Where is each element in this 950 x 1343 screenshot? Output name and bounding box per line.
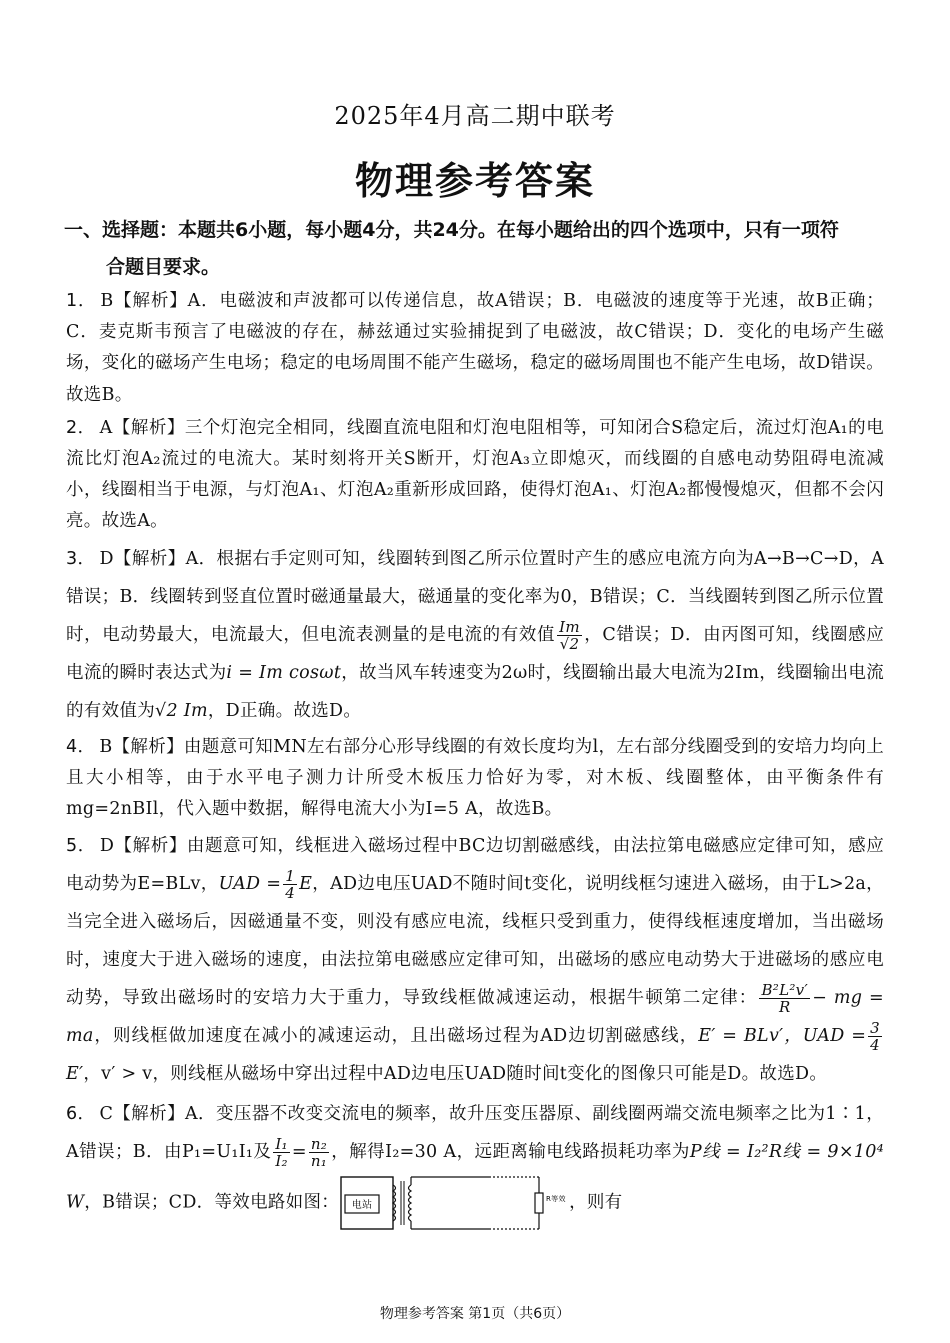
section-heading — [64, 212, 884, 286]
circuit-source-label: 电站 — [351, 1200, 373, 1212]
fraction-n2-n1: $\frac{\text{n₂}}{\text{n₁}}$ — [310, 1135, 328, 1171]
answer-text: B【解析】A．电磁波和声波都可以传递信息，故A错误；B．电磁波的速度等于光速，故B正确；C．麦克斯韦预言了电磁波的存在，赫兹通过实验捕捉到了电磁波，故C错误；D．变化的电场产生磁场，变化的磁场产生电场；稳定的电场周围不能产生磁场，稳定的磁场周围也不能产生电场，故D错误。故选B。 — [66, 291, 885, 405]
answer-item-6: 6． C【解析】A．变压器不改变交流电的频率，故升压变压器原、副线圈两端交流电频率之比为1∶1，A错误；B．由P₁=U₁I₁及 $\frac{\text{I₁}}{\text{I₂}}$ = $\frac{\text{n₂}}{\text{n₁}}$ ，解得I₂=30 A，远距离输电线路损耗功率为P线 = I₂²R线 = 9×10⁴ W，B错误；CD．等效电路如图： 电站 R等效 ，则有 — [66, 1095, 884, 1235]
answer-item-5 — [66, 827, 884, 1093]
answer-text: ，C错误；D．由丙图可知，线圈感应电流的瞬时表达式为 — [66, 624, 884, 683]
answer-number: 1． — [66, 291, 97, 311]
answer-list — [66, 286, 884, 1237]
answer-text: ，则有 — [569, 1192, 623, 1213]
answer-number: 3． — [66, 548, 96, 569]
formula: P线 = I₂²R线 = 9×10⁴ W — [66, 1142, 884, 1213]
fraction-i1-i2: $\frac{\text{I₁}}{\text{I₂}}$ — [275, 1135, 288, 1171]
fraction-ampere-force: $\frac{\text{B²L²v′}}{R}$ — [761, 981, 809, 1017]
answer-text: ，B错误；CD．等效电路如图： — [84, 1192, 340, 1213]
formula: E′ = BLv′ — [698, 1026, 784, 1047]
answer-item-3 — [66, 540, 884, 730]
formula: − mg = ma — [66, 988, 884, 1047]
formula: E — [299, 874, 313, 895]
answer-text: C【解析】A．变压器不改变交流电的频率，故升压变压器原、副线圈两端交流电频率之比为1∶1，A错误；B．由P₁=U₁I₁及 — [66, 1104, 884, 1163]
answer-text: ，故当风车转速变为2ω时，线圈输出最大电流为2Im，线圈输出电流的有效值为 — [66, 662, 884, 721]
answer-text: B【解析】由题意可知MN左右部分心形导线圈的有效长度均为l，左右部分线圈受到的安培力均向上且大小相等，由于水平电子测力计所受木板压力恰好为零，对木板、线圈整体，由平衡条件有mg=2nBIl，代入题中数据，解得电流大小为I=5 A，故选B。 — [66, 736, 884, 820]
answer-number: 4． — [66, 736, 96, 757]
section-heading-line2: 合题目要求。 — [106, 256, 221, 278]
answer-text: ，则线框做加速度在减小的减速运动，且出磁场过程为AD边切割磁感线， — [93, 1026, 699, 1047]
formula: ，UAD = — [783, 1026, 867, 1047]
answer-text: A【解析】三个灯泡完全相同，线圈直流电阻和灯泡电阻相等，可知闭合S稳定后，流过灯泡A₁的电流比灯泡A₂流过的电流大。某时刻将开关S断开，灯泡A₃立即熄灭，而线圈的自感电动势阻碍电流减小，线圈相当于电源，与灯泡A₁、灯泡A₂重新形成回路，使得灯泡A₁、灯泡A₂都慢慢熄灭，但都不会闪亮。故选A。 — [66, 417, 884, 532]
formula: i = Im cosωt — [226, 662, 342, 683]
circuit-load-label: R等效 — [546, 1195, 566, 1204]
answer-item-2 — [66, 413, 884, 538]
answer-item-4 — [66, 732, 884, 826]
formula: E′ — [66, 1064, 84, 1085]
fraction-one-quarter: $\frac{1}{4}$ — [285, 867, 296, 903]
formula: √2 Im — [155, 700, 208, 721]
answer-number: 5． — [66, 836, 96, 857]
answer-number: 6． — [66, 1104, 96, 1125]
answer-number: 2． — [66, 417, 96, 438]
formula: UAD = — [218, 874, 282, 895]
page-title: 物理参考答案 — [354, 159, 595, 203]
answer-text: ，AD边电压UAD不随时间t变化，说明线框匀速进入磁场，由于L>2a，当完全进入磁场后，因磁通量不变，则没有感应电流，线框只受到重力，使得线框速度增加，当出磁场时，速度大于进入磁场的速度，由法拉第电磁感应定律可知，出磁场的感应电动势大于进磁场的感应电动势，导致出磁场时的安培力大于重力，导致线框做减速运动，根据牛顿第二定律： — [66, 874, 884, 1009]
answer-text: ，v′ > v，则线框从磁场中穿出过程中AD边电压UAD随时间t变化的图像只可能是D。故选D。 — [83, 1064, 828, 1085]
answer-text: ，解得I₂=30 A，远距离输电线路损耗功率为 — [331, 1142, 690, 1163]
answer-text: D【解析】A．根据右手定则可知，线圈转到图乙所示位置时产生的感应电流方向为A→B→C→D，A错误；B．线圈转到竖直位置时磁通量最大，磁通量的变化率为0，B错误；C．当线圈转到图乙所示位置时，电动势最大，电流最大，但电流表测量的是电流的有效值 — [66, 548, 884, 645]
page-footer: 物理参考答案 第1页（共6页） — [379, 1306, 571, 1322]
exam-subtitle: 2025年4月高二期中联考 — [334, 102, 616, 130]
answer-text: ，D正确。故选D。 — [207, 700, 362, 721]
section-heading-line1: 一、选择题：本题共6小题，每小题4分，共24分。在每小题给出的四个选项中，只有一项符 — [64, 219, 839, 241]
equivalent-circuit-diagram — [339, 1171, 569, 1235]
fraction-three-quarters: $\frac{3}{4}$ — [870, 1019, 881, 1055]
fraction-im-sqrt2: $\frac{Im}{√2}$ — [559, 617, 580, 653]
answer-text: D【解析】由题意可知，线框进入磁场过程中BC边切割磁感线，由法拉第电磁感应定律可知，感应电动势为E=BLv， — [66, 836, 885, 895]
answer-item-1 — [66, 286, 884, 411]
